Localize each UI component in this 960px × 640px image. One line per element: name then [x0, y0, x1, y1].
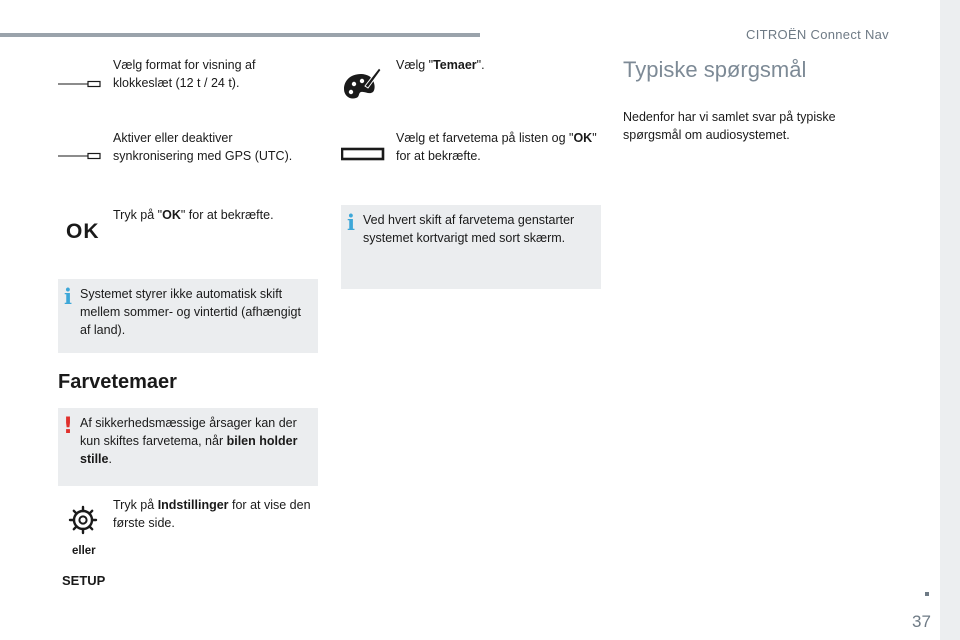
palette-icon — [341, 62, 383, 104]
faq-intro: Nedenfor har vi samlet svar på typiske spørgsmål om audiosystemet. — [623, 110, 836, 142]
step-select-themes: Vælg "Temaer". — [396, 58, 485, 72]
warning-box — [58, 408, 318, 486]
settings-gear-icon — [68, 505, 98, 535]
header-rule — [0, 33, 480, 37]
page-marker — [925, 592, 929, 596]
slider-line-icon — [58, 79, 102, 89]
page-number: 37 — [912, 612, 931, 631]
page-side-strip — [940, 0, 960, 640]
faq-title: Typiske spørgsmål — [623, 57, 807, 82]
warning-text: Af sikkerhedsmæssige årsager kan der kun skiftes farvetema, når bilen holder stille. — [80, 416, 298, 466]
header-title: CITROËN Connect Nav — [746, 27, 889, 42]
info-icon: i — [64, 284, 72, 309]
ok-icon: OK — [66, 220, 100, 243]
step-time-format: Vælg format for visning af klokkeslæt (12 t / 24 t). — [113, 58, 256, 90]
step-gps-sync: Aktiver eller deaktiver synkronisering med GPS (UTC). — [113, 131, 293, 163]
warning-icon: ! — [63, 414, 74, 439]
info-summertime-text: Systemet styrer ikke automatisk skift mellem sommer- og vintertid (afhængigt af land). — [80, 287, 301, 337]
section-title-farvetemaer: Farvetemaer — [58, 371, 177, 393]
info-icon: i — [347, 210, 355, 235]
info-box-summertime — [58, 279, 318, 353]
step-select-theme: Vælg et farvetema på listen og "OK" for at bekræfte. — [396, 131, 597, 163]
list-item-bar-icon — [341, 147, 385, 161]
eller-label: eller — [72, 545, 96, 557]
slider-line-icon — [58, 151, 102, 161]
setup-button-label: SETUP — [62, 573, 106, 588]
info-theme-text: Ved hvert skift af farvetema genstarter systemet kortvarigt med sort skærm. — [363, 213, 575, 245]
step-confirm: Tryk på "OK" for at bekræfte. — [113, 208, 274, 222]
step-settings: Tryk på Indstillinger for at vise den første side. — [113, 498, 311, 530]
info-box-theme — [341, 205, 601, 289]
